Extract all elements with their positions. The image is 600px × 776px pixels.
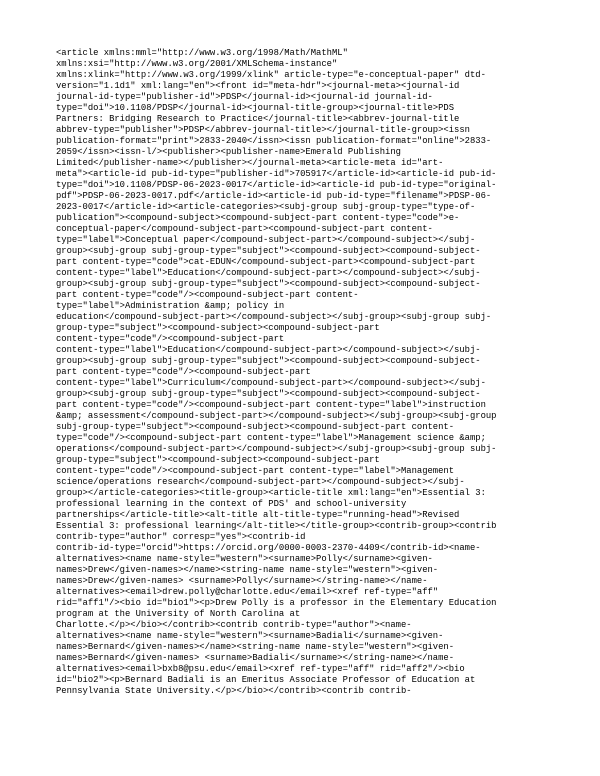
- text-line: content-type="label">Education</compound-subject-part></compound-subject></subj-: [56, 268, 481, 278]
- text-line: 2059</issn><issn-l/><publisher><publisher-name>Emerald Publishing: [56, 147, 401, 157]
- text-line: science/operations research</compound-subject-part></compound-subject></subj-: [56, 477, 465, 487]
- text-line: type="doi">10.1108/PDSP</journal-id><journal-title-group><journal-title>PDS: [56, 103, 455, 113]
- text-line: alternatives><email>drew.polly@charlotte.edu</email><xref ref-type="aff": [56, 587, 439, 597]
- text-line: rid="aff1"/><bio id="bio1"><p>Drew Polly is a professor in the Elementary Education: [56, 598, 497, 608]
- text-line: publication-format="print">2833-2040</issn><issn publication-format="online">2833-: [56, 136, 492, 146]
- text-line: type="code"/><compound-subject-part content-type="label">Management science &amp;: [56, 433, 486, 443]
- text-line: Pennsylvania State University.</p></bio></contrib><contrib contrib-: [56, 686, 412, 696]
- text-line: names>Bernard</given-names> <surname>Badiali</surname></string-name></name-: [56, 653, 455, 663]
- text-line: group></article-categories><title-group><article-title xml:lang="en">Essential 3:: [56, 488, 486, 498]
- text-line: partnerships</article-title><alt-title alt-title-type="running-head">Revised: [56, 510, 460, 520]
- text-line: program at the University of North Carolina at: [56, 609, 301, 619]
- text-line: &amp; assessment</compound-subject-part></compound-subject></subj-group><subj-group: [56, 411, 497, 421]
- text-line: alternatives><name name-style="western"><surname>Polly</surname><given-: [56, 554, 433, 564]
- text-line: version="1.1d1" xml:lang="en"><front id="meta-hdr"><journal-meta><journal-id: [56, 81, 460, 91]
- text-line: journal-id-type="publisher-id">PDSP</journal-id><journal-id journal-id-: [56, 92, 433, 102]
- text-line: professional learning in the context of PDS' and school-university: [56, 499, 407, 509]
- text-line: content-type="code"/><compound-subject-part: [56, 334, 285, 344]
- text-line: Charlotte.</p></bio></contrib><contrib contrib-type="author"><name-: [56, 620, 412, 630]
- text-line: group><subj-group subj-group-type="subject"><compound-subject><compound-subject-: [56, 389, 481, 399]
- text-line: xmlns:xlink="http://www.w3.org/1999/xlink" article-type="e-conceptual-paper" dtd-: [56, 70, 486, 80]
- text-line: operations</compound-subject-part></compound-subject></subj-group><subj-group subj-: [56, 444, 497, 454]
- text-line: names>Drew</given-names></name><string-name name-style="western"><given-: [56, 565, 439, 575]
- text-line: alternatives><name name-style="western"><surname>Badiali</surname><given-: [56, 631, 444, 641]
- text-line: type="label">Conceptual paper</compound-subject-part></compound-subject></subj-: [56, 235, 476, 245]
- text-line: group-type="subject"><compound-subject><compound-subject-part: [56, 455, 380, 465]
- text-line: Essential 3: professional learning</alt-title></title-group><contrib-group><contrib: [56, 521, 497, 531]
- text-line: group><subj-group subj-group-type="subject"><compound-subject><compound-subject-: [56, 356, 481, 366]
- text-line: names>Bernard</given-names></name><string-name name-style="western"><given-: [56, 642, 455, 652]
- text-line: education</compound-subject-part></compound-subject></subj-group><subj-group subj-: [56, 312, 492, 322]
- text-line: 2023-0017</article-id><article-categories><subj-group subj-group-type="type-of-: [56, 202, 476, 212]
- text-line: <article xmlns:mml="http://www.w3.org/1998/Math/MathML": [56, 48, 348, 58]
- text-line: group-type="subject"><compound-subject><compound-subject-part: [56, 323, 380, 333]
- text-line: abbrev-type="publisher">PDSP</abbrev-journal-title></journal-title-group><issn: [56, 125, 470, 135]
- text-line: id="bio2"><p>Bernard Badiali is an Emeritus Associate Professor of Education at: [56, 675, 476, 685]
- text-line: group><subj-group subj-group-type="subject"><compound-subject><compound-subject-: [56, 279, 481, 289]
- text-line: group><subj-group subj-group-type="subject"><compound-subject><compound-subject-: [56, 246, 481, 256]
- text-line: meta"><article-id pub-id-type="publisher-id">705917</article-id><article-id pub-id-: [56, 169, 497, 179]
- text-line: type="label">Administration &amp; policy in: [56, 301, 285, 311]
- text-line: part content-type="code">cat-EDUN</compound-subject-part><compound-subject-part: [56, 257, 476, 267]
- text-line: publication"><compound-subject><compound-subject-part content-type="code">e-: [56, 213, 460, 223]
- text-line: contrib-type="author" corresp="yes"><contrib-id: [56, 532, 306, 542]
- text-line: content-type="label">Education</compound-subject-part></compound-subject></subj-: [56, 345, 481, 355]
- text-line: alternatives><email>bxb8@psu.edu</email><xref ref-type="aff" rid="aff2"/><bio: [56, 664, 465, 674]
- text-line: names>Drew</given-names> <surname>Polly</surname></string-name></name-: [56, 576, 428, 586]
- text-line: conceptual-paper</compound-subject-part><compound-subject-part content-: [56, 224, 433, 234]
- text-line: content-type="label">Curriculum</compound-subject-part></compound-subject></subj-: [56, 378, 486, 388]
- text-line: type="doi">10.1108/PDSP-06-2023-0017</article-id><article-id pub-id-type="original-: [56, 180, 497, 190]
- xml-source-text: [56, 48, 556, 697]
- text-line: pdf">PDSP-06-2023-0017.pdf</article-id><article-id pub-id-type="filename">PDSP-06-: [56, 191, 492, 201]
- text-line: xmlns:xsi="http://www.w3.org/2001/XMLSchema-instance": [56, 59, 338, 69]
- text-line: part content-type="code"/><compound-subject-part: [56, 367, 311, 377]
- text-line: content-type="code"/><compound-subject-part content-type="label">Management: [56, 466, 455, 476]
- text-line: Limited</publisher-name></publisher></journal-meta><article-meta id="art-: [56, 158, 444, 168]
- text-line: part content-type="code"/><compound-subject-part content-: [56, 290, 359, 300]
- text-line: contrib-id-type="orcid">https://orcid.org/0000-0003-2370-4409</contrib-id><name-: [56, 543, 481, 553]
- text-line: Partners: Bridging Research to Practice</journal-title><abbrev-journal-title: [56, 114, 460, 124]
- text-line: subj-group-type="subject"><compound-subject><compound-subject-part content-: [56, 422, 455, 432]
- text-line: part content-type="code"/><compound-subject-part content-type="label">instruction: [56, 400, 486, 410]
